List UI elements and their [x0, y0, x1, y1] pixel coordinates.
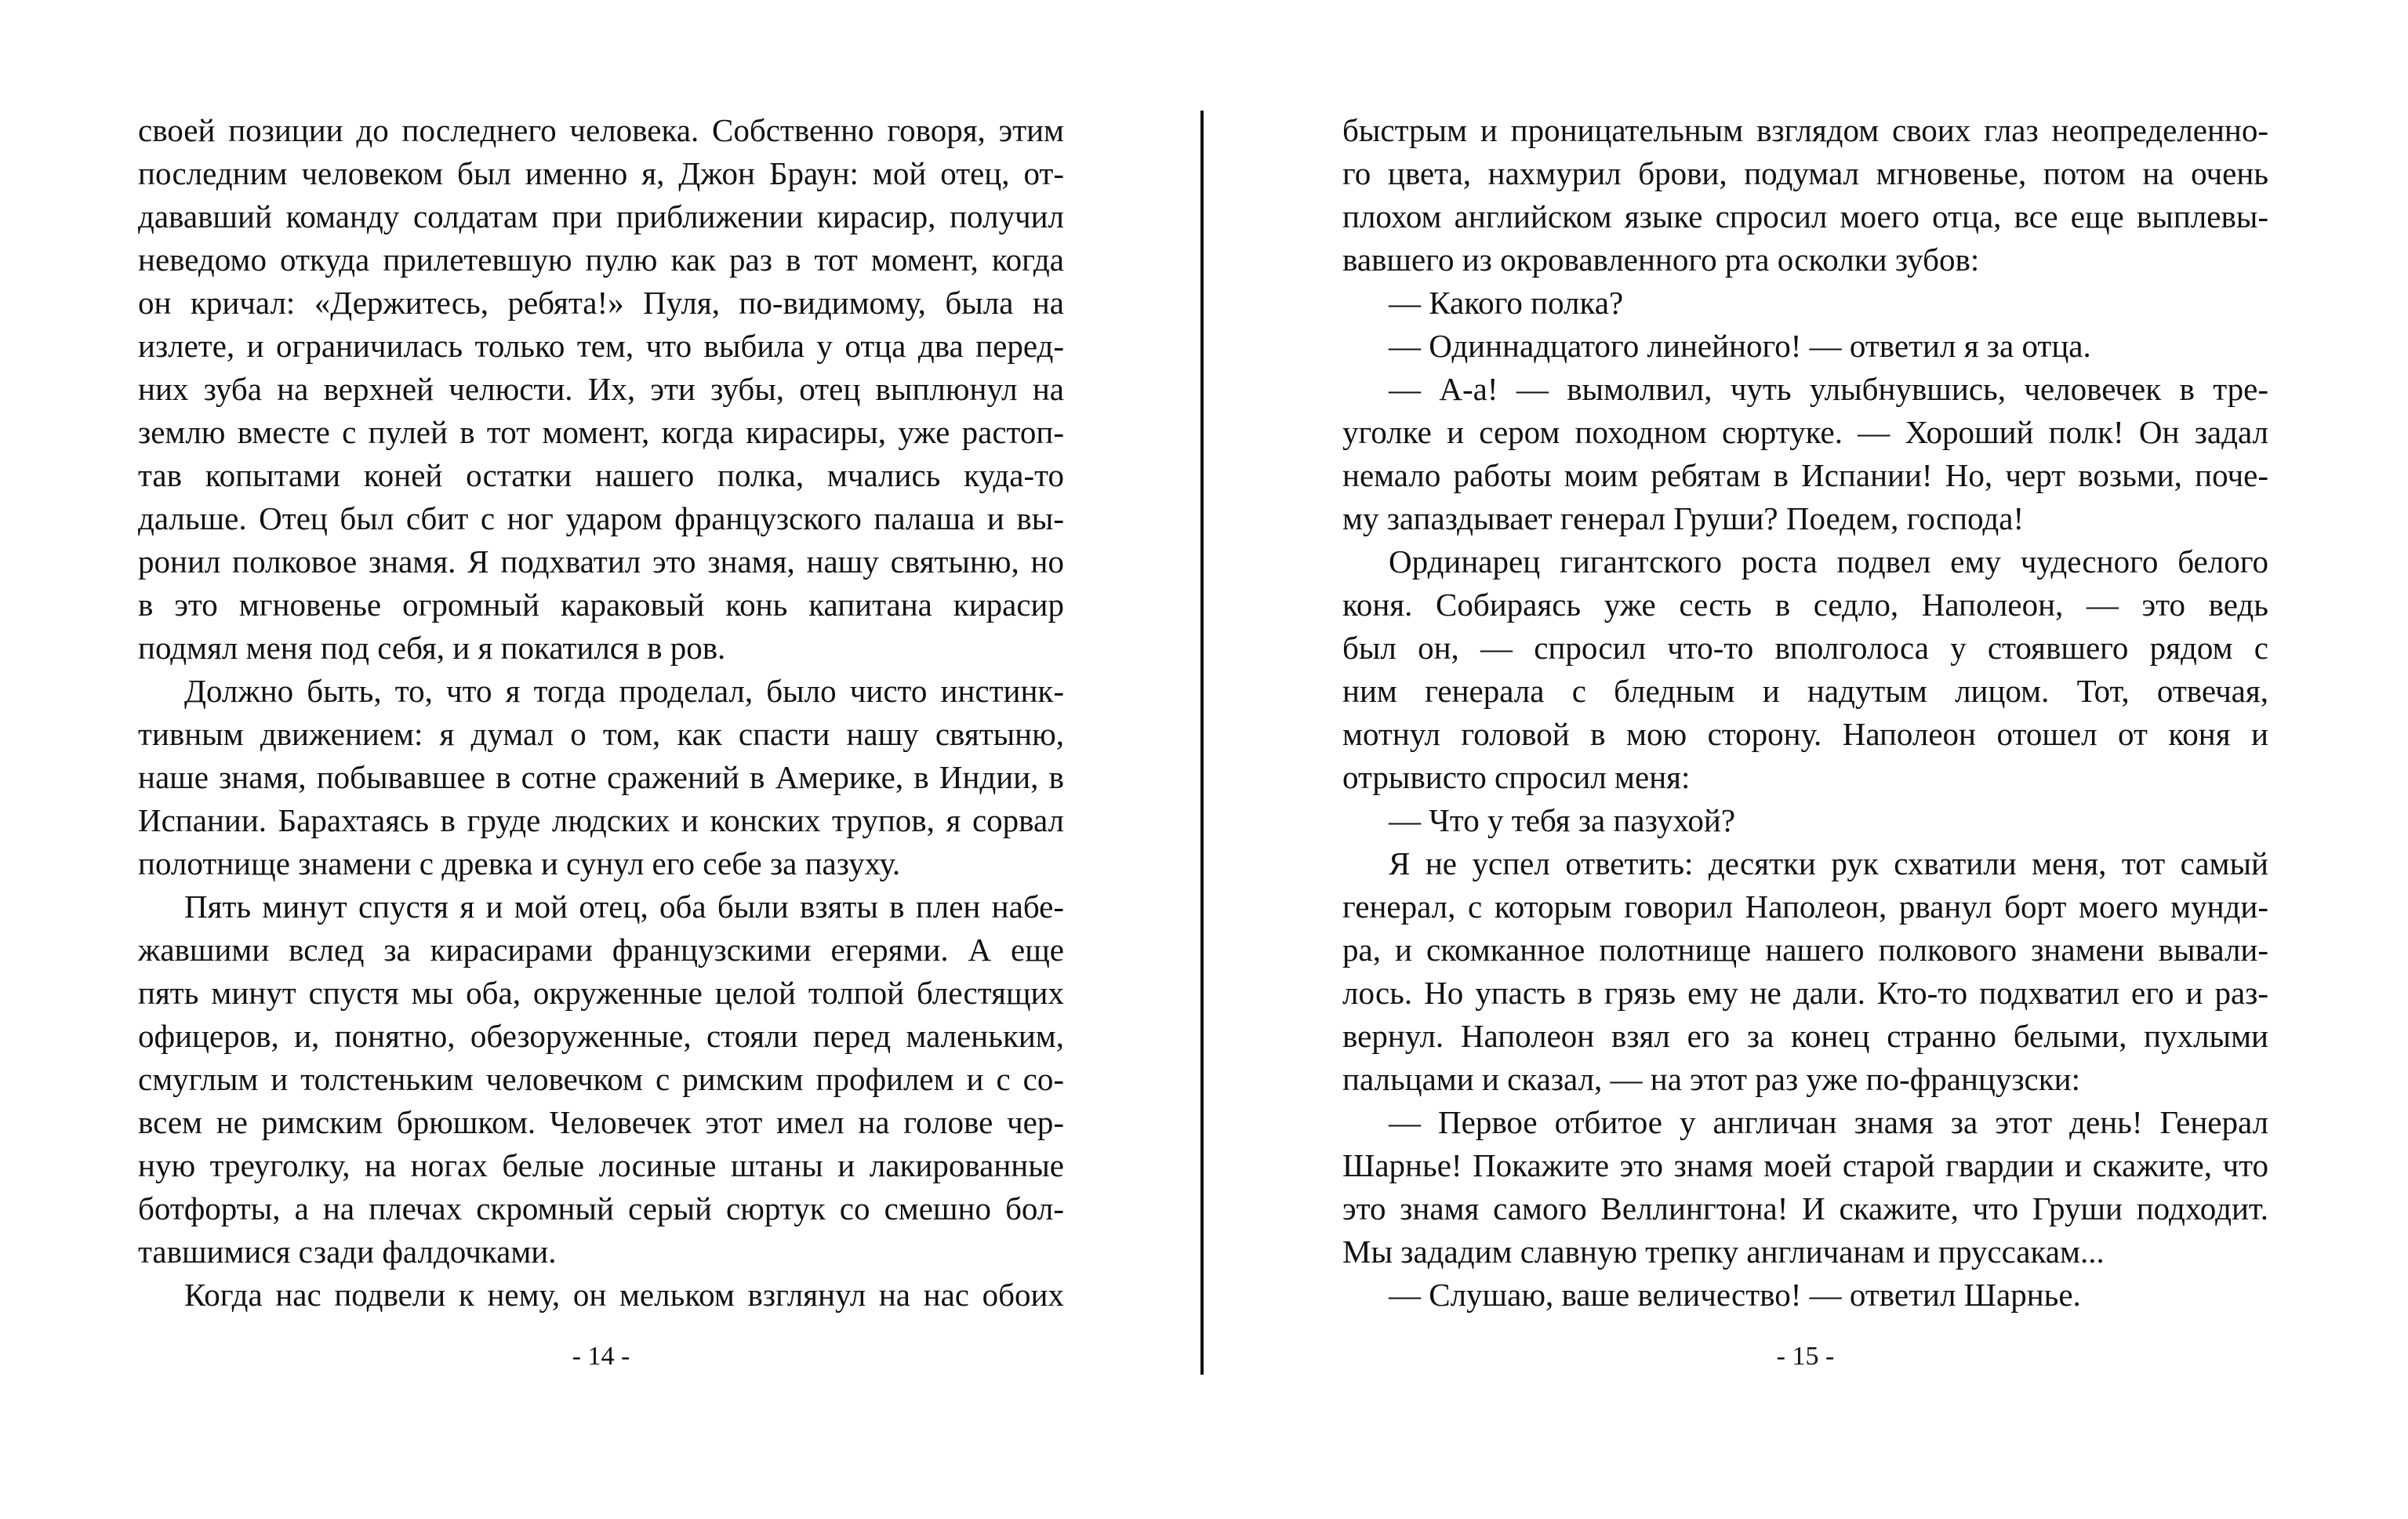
paragraph: [138, 670, 1064, 885]
text-line: подмял меня под себя, и я покатился в ров.: [138, 630, 726, 666]
text-line: лось. Но упасть в грязь ему не дали. Кто-то подхватил его и раз-: [1342, 975, 2268, 1011]
text-line: пальцами и сказал, — на этот раз уже по-французски:: [1342, 1061, 2080, 1097]
paragraph: [1342, 1101, 2268, 1274]
text-line: своей позиции до последнего человека. Собственно говоря, этим: [138, 112, 1064, 148]
paragraph: [1342, 842, 2268, 1101]
text-line: тивным движением: я думал о том, как спасти нашу святыню,: [138, 716, 1064, 752]
text-line: неведомо откуда прилетевшую пулю как раз в тот момент, когда: [138, 242, 1064, 278]
text-line: ную треуголку, на ногах белые лосиные штаны и лакированные: [138, 1147, 1064, 1183]
text-line: дававший команду солдатам при приближении кирасир, получил: [138, 198, 1064, 234]
text-line: Пять минут спустя я и мой отец, оба были взяты в плен набе-: [184, 889, 1064, 925]
text-line: Ординарец гигантского роста подвел ему чудесного белого: [1389, 543, 2268, 580]
text-line: — Слушаю, ваше величество! — ответил Шарнье.: [1389, 1277, 2081, 1313]
text-line: землю вместе с пулей в тот момент, когда кирасиры, уже растоп-: [138, 414, 1064, 450]
left-page-text: [138, 109, 1064, 1317]
text-line: пять минут спустя мы оба, окруженные целой толпой блестящих: [138, 975, 1064, 1011]
text-line: ра, и скомканное полотнище нашего полкового знамени вывали-: [1342, 932, 2268, 968]
text-line: мотнул головой в мою сторону. Наполеон отошел от коня и: [1342, 716, 2268, 752]
paragraph: [1342, 282, 2268, 325]
text-line: — Какого полка?: [1389, 285, 1624, 321]
paragraph: [1342, 1274, 2268, 1317]
text-line: дальше. Отец был сбит с ног ударом французского палаша и вы-: [138, 500, 1064, 536]
paragraph: [1342, 799, 2268, 842]
text-line: — Одиннадцатого линейного! — ответил я за отца.: [1389, 328, 2091, 364]
text-line: офицеров, и, понятно, обезоруженные, стояли перед маленьким,: [138, 1018, 1064, 1054]
text-line: был он, — спросил что-то вполголоса у стоявшего рядом с: [1342, 630, 2268, 666]
text-line: Шарнье! Покажите это знамя моей старой гвардии и скажите, что: [1342, 1147, 2268, 1183]
text-line: немало работы моим ребятам в Испании! Но, черт возьми, поче-: [1342, 457, 2268, 493]
text-line: Испании. Барахтаясь в груде людских и конских трупов, я сорвал: [138, 802, 1064, 838]
text-line: вавшего из окровавленного рта осколки зубов:: [1342, 242, 1980, 278]
paragraph: [138, 885, 1064, 1274]
text-line: это знамя самого Веллингтона! И скажите, что Груши подходит.: [1342, 1190, 2268, 1226]
text-line: тавшимися сзади фалдочками.: [138, 1234, 557, 1270]
text-line: — Что у тебя за пазухой?: [1389, 802, 1736, 838]
text-line: смуглым и толстеньким человечком с римским профилем и с со-: [138, 1061, 1064, 1097]
text-line: быстрым и проницательным взглядом своих глаз неопределенно-: [1342, 112, 2268, 148]
text-line: Я не успел ответить: десятки рук схватили меня, тот самый: [1389, 845, 2268, 881]
text-line: последним человеком был именно я, Джон Браун: мой отец, от-: [138, 155, 1064, 191]
text-line: тав копытами коней остатки нашего полка, мчались куда-то: [138, 457, 1064, 493]
paragraph: [1342, 540, 2268, 799]
text-line: плохом английском языке спросил моего отца, все еще выплевы-: [1342, 198, 2268, 234]
text-line: ним генерала с бледным и надутым лицом. Тот, отвечая,: [1342, 673, 2268, 709]
text-line: коня. Собираясь уже сесть в седло, Наполеон, — это ведь: [1342, 587, 2268, 623]
text-line: Когда нас подвели к нему, он мельком взглянул на нас обоих: [184, 1277, 1064, 1313]
paragraph: [138, 109, 1064, 670]
text-line: Мы зададим славную трепку англичанам и пруссакам...: [1342, 1234, 2105, 1270]
text-line: уголке и сером походном сюртуке. — Хороший полк! Он задал: [1342, 414, 2268, 450]
paragraph: [138, 1274, 1064, 1317]
text-line: них зуба на верхней челюсти. Их, эти зубы, отец выплюнул на: [138, 371, 1064, 407]
text-line: всем не римским брюшком. Человечек этот имел на голове чер-: [138, 1104, 1064, 1140]
text-line: в это мгновенье огромный караковый конь капитана кирасир: [138, 587, 1064, 623]
right-page-text: [1342, 109, 2268, 1317]
text-line: отрывисто спросил меня:: [1342, 759, 1691, 795]
text-line: му запаздывает генерал Груши? Поедем, господа!: [1342, 500, 2025, 536]
text-line: ботфорты, а на плечах скромный серый сюртук со смешно бол-: [138, 1190, 1064, 1226]
text-line: — А-а! — вымолвил, чуть улыбнувшись, человечек в тре-: [1389, 371, 2268, 407]
text-line: го цвета, нахмурил брови, подумал мгновенье, потом на очень: [1342, 155, 2268, 191]
page-number-right: - 15 -: [1776, 1342, 1835, 1371]
book-spine-divider: [1200, 111, 1204, 1375]
page-number-left: - 14 -: [572, 1342, 630, 1371]
text-line: Должно быть, то, что я тогда проделал, было чисто инстинк-: [184, 673, 1064, 709]
text-line: жавшими вслед за кирасирами французскими егерями. А еще: [138, 932, 1064, 968]
text-line: наше знамя, побывавшее в сотне сражений в Америке, в Индии, в: [138, 759, 1064, 795]
paragraph: [1342, 368, 2268, 540]
text-line: он кричал: «Держитесь, ребята!» Пуля, по-видимому, была на: [138, 285, 1064, 321]
text-line: — Первое отбитое у англичан знамя за этот день! Генерал: [1389, 1104, 2268, 1140]
text-line: генерал, с которым говорил Наполеон, рванул борт моего мунди-: [1342, 889, 2268, 925]
paragraph: [1342, 109, 2268, 282]
text-line: ронил полковое знамя. Я подхватил это знамя, нашу святыню, но: [138, 543, 1064, 580]
paragraph: [1342, 325, 2268, 368]
text-line: вернул. Наполеон взял его за конец странно белыми, пухлыми: [1342, 1018, 2268, 1054]
text-line: излете, и ограничилась только тем, что выбила у отца два перед-: [138, 328, 1064, 364]
text-line: полотнище знамени с древка и сунул его себе за пазуху.: [138, 845, 901, 881]
